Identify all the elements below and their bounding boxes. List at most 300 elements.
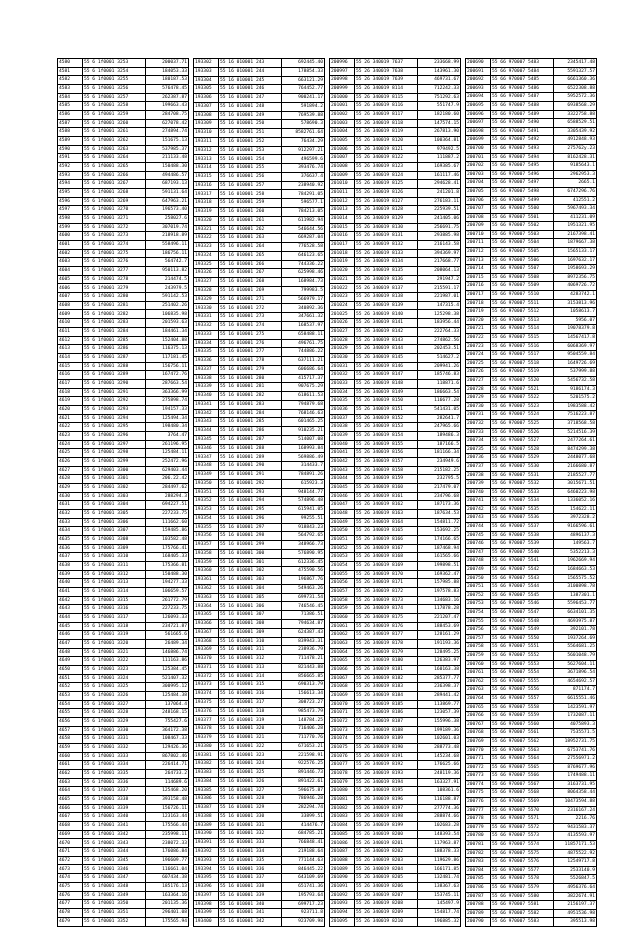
- amount: 248168.15: [146, 709, 189, 718]
- row-number: 201054: [330, 561, 355, 570]
- row-number: 4589: [58, 137, 83, 146]
- account-number: 55 6 1f0001 3316: [83, 605, 146, 614]
- amount: 232795.5: [418, 475, 461, 484]
- row-number: 4621: [58, 414, 83, 423]
- row-number: 201029: [330, 345, 355, 354]
- amount: 169385.67: [418, 163, 461, 172]
- row-number: 193369: [194, 646, 219, 655]
- row-number: 193392: [194, 847, 219, 856]
- row-number: 200739: [466, 480, 491, 489]
- row-number: 200997: [330, 67, 355, 76]
- amount: 217668.77: [418, 258, 461, 267]
- table-row: [330, 605, 461, 614]
- table-row: [194, 698, 325, 707]
- row-number: 4626: [58, 457, 83, 466]
- amount: 2156197.37: [554, 901, 597, 910]
- account-number: 55 26 340019 8169: [355, 561, 418, 570]
- row-number: 4601: [58, 241, 83, 250]
- account-number: 55 66 970007 5543: [491, 574, 554, 583]
- table-row: [194, 357, 325, 366]
- table-row: [58, 657, 189, 666]
- row-number: 201088: [330, 856, 355, 865]
- amount: 202453.51: [418, 345, 461, 354]
- row-number: 201015: [330, 223, 355, 232]
- amount: 394369.97: [418, 249, 461, 258]
- amount: 821443.88: [282, 663, 325, 672]
- amount: 2962953.3: [554, 170, 597, 179]
- table-row: [466, 153, 597, 162]
- row-number: 200778: [466, 815, 491, 824]
- account-number: 55 6 1f0001 3289: [83, 371, 146, 380]
- table-row: [466, 480, 597, 489]
- account-number: 55 66 970007 5531: [491, 471, 554, 480]
- amount: 153692.25: [418, 527, 461, 536]
- row-number: 4662: [58, 770, 83, 779]
- row-number: 200704: [466, 179, 491, 188]
- account-number: 55 26 340019 8168: [355, 553, 418, 562]
- account-number: 55 66 970007 5520: [491, 376, 554, 385]
- row-number: 200760: [466, 660, 491, 669]
- account-number: 55 16 010001 293: [219, 488, 282, 497]
- account-number: 55 6 1f0001 3347: [83, 874, 146, 883]
- amount: 168993.84: [282, 444, 325, 453]
- table-row: [58, 189, 189, 198]
- amount: 138367.63: [418, 882, 461, 891]
- row-number: 200727: [466, 376, 491, 385]
- account-number: 55 16 010001 340: [219, 900, 282, 909]
- table-row: [466, 334, 597, 343]
- amount: 219188.64: [282, 847, 325, 856]
- account-number: 55 16 010001 337: [219, 874, 282, 883]
- amount: 168537.97: [282, 321, 325, 330]
- amount: 624387.43: [282, 628, 325, 637]
- table-row: [466, 394, 597, 403]
- amount: 514627.2: [418, 353, 461, 362]
- account-number: 55 26 340019 8206: [355, 882, 418, 891]
- amount: 197578.83: [418, 587, 461, 596]
- table-row: [466, 729, 597, 738]
- account-number: 55 26 340019 8183: [355, 683, 418, 692]
- table-row: [58, 336, 189, 345]
- account-number: 55 66 970007 5512: [491, 308, 554, 317]
- row-number: 193344: [194, 427, 219, 436]
- account-number: 55 16 010001 256: [219, 172, 282, 181]
- table-row: [58, 379, 189, 388]
- amount: 285377.77: [418, 674, 461, 683]
- amount: 494486.57: [146, 171, 189, 180]
- amount: 768146.63: [282, 409, 325, 418]
- amount: 412551.2: [554, 196, 597, 205]
- table-row: [58, 622, 189, 631]
- account-number: 55 6 1f0001 3309: [83, 544, 146, 553]
- row-number: 200752: [466, 591, 491, 600]
- table-row: [194, 786, 325, 795]
- table-row: [466, 892, 597, 901]
- row-number: 201066: [330, 666, 355, 675]
- table-row: [330, 839, 461, 848]
- row-number: 193370: [194, 655, 219, 664]
- amount: 288773.48: [418, 744, 461, 753]
- account-number: 55 16 010001 291: [219, 470, 282, 479]
- row-number: 201079: [330, 778, 355, 787]
- amount: 143961.30: [418, 67, 461, 76]
- table-row: [58, 640, 189, 649]
- account-number: 55 16 010001 311: [219, 646, 282, 655]
- row-number: 200732: [466, 419, 491, 428]
- account-number: 55 26 340019 8165: [355, 527, 418, 536]
- account-number: 55 26 340019 8204: [355, 865, 418, 874]
- amount: 125384.45: [146, 666, 189, 675]
- row-number: 200700: [466, 144, 491, 153]
- amount: 6634101.35: [554, 609, 597, 618]
- amount: 651741.36: [282, 882, 325, 891]
- table-row: [466, 256, 597, 265]
- amount: 10473594.88: [554, 798, 597, 807]
- account-number: 55 6 1f0001 3322: [83, 657, 146, 666]
- account-number: 55 16 010001 309: [219, 628, 282, 637]
- table-row: [330, 371, 461, 380]
- table-row: [466, 488, 597, 497]
- amount: 155996.38: [418, 718, 461, 727]
- row-number: 4649: [58, 657, 83, 666]
- amount: 5526847.5: [554, 875, 597, 884]
- table-row: [466, 454, 597, 463]
- row-number: 193325: [194, 260, 219, 269]
- row-number: 193348: [194, 462, 219, 471]
- account-number: 55 6 1f0001 3327: [83, 700, 146, 709]
- amount: 199189.36: [418, 726, 461, 735]
- amount: 537985.37: [146, 145, 189, 154]
- table-row: [330, 336, 461, 345]
- amount: 289441.42: [418, 692, 461, 701]
- amount: 643109.69: [282, 874, 325, 883]
- account-number: 55 26 340019 8177: [355, 631, 418, 640]
- amount: 196573.40: [146, 206, 189, 215]
- table-row: [194, 208, 325, 217]
- table-row: [194, 243, 325, 252]
- table-row: [194, 628, 325, 637]
- account-number: 55 26 340019 8130: [355, 223, 418, 232]
- row-number: 193350: [194, 479, 219, 488]
- row-number: 4584: [58, 93, 83, 102]
- table-row: [58, 483, 189, 492]
- account-number: 55 6 1f0001 3303: [83, 492, 146, 501]
- table-row: [58, 128, 189, 137]
- table-row: [466, 471, 597, 480]
- account-number: 55 6 1f0001 3325: [83, 683, 146, 692]
- row-number: 4594: [58, 180, 83, 189]
- row-number: 193341: [194, 400, 219, 409]
- row-number: 201028: [330, 336, 355, 345]
- table-row: [58, 527, 189, 536]
- row-number: 201013: [330, 206, 355, 215]
- table-row: [194, 549, 325, 558]
- amount: 839943.31: [282, 637, 325, 646]
- row-number: 201045: [330, 483, 355, 492]
- account-number: 55 66 970007 5510: [491, 291, 554, 300]
- amount: 189486.3: [418, 431, 461, 440]
- account-table-4: [465, 58, 597, 927]
- amount: 6522308.88: [554, 84, 597, 93]
- amount: 129426.36: [146, 744, 189, 753]
- amount: 576478.45: [146, 85, 189, 94]
- table-row: [466, 291, 597, 300]
- account-number: 55 26 340019 8189: [355, 735, 418, 744]
- row-number: 200705: [466, 187, 491, 196]
- row-number: 4675: [58, 882, 83, 891]
- amount: 103582.48: [146, 535, 189, 544]
- account-number: 55 6 1f0001 3280: [83, 293, 146, 302]
- account-number: 55 6 1f0001 3321: [83, 648, 146, 657]
- account-number: 55 66 970007 5578: [491, 875, 554, 884]
- account-number: 55 66 970007 5488: [491, 101, 554, 110]
- amount: 123163.44: [146, 813, 189, 822]
- account-number: 55 26 340019 8135: [355, 267, 418, 276]
- table-row: [466, 127, 597, 136]
- row-number: 193331: [194, 313, 219, 322]
- account-number: 55 66 970007 5497: [491, 179, 554, 188]
- account-number: 55 26 340019 8160: [355, 483, 418, 492]
- account-number: 55 16 010001 342: [219, 918, 282, 927]
- account-number: 55 6 1f0001 3286: [83, 345, 146, 354]
- row-number: 4595: [58, 189, 83, 198]
- row-number: 4619: [58, 397, 83, 406]
- amount: 276183.11: [418, 197, 461, 206]
- row-number: 4603: [58, 258, 83, 267]
- row-number: 4623: [58, 431, 83, 440]
- account-number: 55 16 010001 261: [219, 216, 282, 225]
- account-number: 55 16 010001 246: [219, 85, 282, 94]
- amount: 196867.76: [282, 576, 325, 585]
- row-number: 193310: [194, 129, 219, 138]
- amount: 27556971.2: [554, 755, 597, 764]
- table-row: [194, 637, 325, 646]
- row-number: 201008: [330, 163, 355, 172]
- account-number: 55 26 340019 8161: [355, 492, 418, 501]
- table-row: [330, 59, 461, 68]
- table-row: [466, 187, 597, 196]
- row-number: 193365: [194, 611, 219, 620]
- row-number: 201041: [330, 449, 355, 458]
- amount: 168405.33: [146, 553, 189, 562]
- table-row: [194, 909, 325, 918]
- row-number: 193384: [194, 777, 219, 786]
- account-number: 55 26 340019 8193: [355, 770, 418, 779]
- table-row: [58, 882, 189, 891]
- row-number: 200736: [466, 454, 491, 463]
- account-number: 55 26 340019 8185: [355, 700, 418, 709]
- account-number: 55 6 1f0001 3253: [83, 59, 146, 68]
- table-row: [194, 716, 325, 725]
- table-row: [466, 273, 597, 282]
- account-number: 55 16 010001 332: [219, 830, 282, 839]
- account-number: 55 6 1f0001 3308: [83, 535, 146, 544]
- row-number: 201072: [330, 718, 355, 727]
- amount: 7535571.5: [554, 729, 597, 738]
- row-number: 200731: [466, 411, 491, 420]
- row-number: 4596: [58, 197, 83, 206]
- account-number: 55 6 1f0001 3352: [83, 917, 146, 926]
- account-number: 55 6 1f0001 3264: [83, 154, 146, 163]
- amount: 918843.23: [282, 523, 325, 532]
- table-row: [330, 666, 461, 675]
- table-row: [466, 660, 597, 669]
- row-number: 4643: [58, 605, 83, 614]
- amount: 150488.30: [146, 570, 189, 579]
- account-number: 55 66 970007 5548: [491, 617, 554, 626]
- account-number: 55 26 340019 8203: [355, 856, 418, 865]
- table-row: [466, 514, 597, 523]
- amount: 1423591.97: [554, 703, 597, 712]
- row-number: 4590: [58, 145, 83, 154]
- row-number: 201035: [330, 397, 355, 406]
- account-number: 55 66 970007 5557: [491, 694, 554, 703]
- account-number: 55 26 340019 8171: [355, 579, 418, 588]
- row-number: 201003: [330, 119, 355, 128]
- amount: 208064.13: [418, 267, 461, 276]
- row-number: 193312: [194, 146, 219, 155]
- table-row: [466, 600, 597, 609]
- amount: 2166680.87: [554, 462, 597, 471]
- row-number: 4617: [58, 379, 83, 388]
- table-row: [330, 527, 461, 536]
- account-number: 55 66 970007 5515: [491, 334, 554, 343]
- account-number: 55 6 1f0001 3318: [83, 622, 146, 631]
- table-row: [466, 789, 597, 798]
- row-number: 4678: [58, 908, 83, 917]
- table-row: [330, 128, 461, 137]
- account-number: 55 66 970007 5546: [491, 600, 554, 609]
- account-number: 55 66 970007 5521: [491, 385, 554, 394]
- row-number: 200758: [466, 643, 491, 652]
- amount: 611982.94: [282, 216, 325, 225]
- row-number: 200741: [466, 497, 491, 506]
- row-number: 4604: [58, 267, 83, 276]
- row-number: 200786: [466, 884, 491, 893]
- account-number: 55 16 010001 269: [219, 286, 282, 295]
- row-number: 193362: [194, 584, 219, 593]
- table-row: [466, 402, 597, 411]
- account-number: 55 6 1f0001 3315: [83, 596, 146, 605]
- row-number: 4634: [58, 527, 83, 536]
- account-number: 55 16 010001 300: [219, 549, 282, 558]
- account-number: 55 6 1f0001 3306: [83, 518, 146, 527]
- amount: 8769677.96: [554, 763, 597, 772]
- amount: 194157.33: [146, 405, 189, 414]
- table-row: [330, 579, 461, 588]
- table-row: [466, 626, 597, 635]
- row-number: 200748: [466, 557, 491, 566]
- table-row: [58, 249, 189, 258]
- amount: 76434.29: [282, 137, 325, 146]
- account-number: 55 26 340019 8181: [355, 666, 418, 675]
- account-number: 55 6 1f0001 3292: [83, 397, 146, 406]
- table-row: [330, 258, 461, 267]
- amount: 183956.44: [418, 319, 461, 328]
- account-number: 55 26 340019 8175: [355, 614, 418, 623]
- table-row: [194, 435, 325, 444]
- row-number: 200730: [466, 402, 491, 411]
- table-row: [58, 267, 189, 276]
- amount: 9186174.3: [554, 385, 597, 394]
- account-number: 55 26 340019 8184: [355, 692, 418, 701]
- table-row: [466, 222, 597, 231]
- table-row: [194, 321, 325, 330]
- amount: 923711.8: [282, 909, 325, 918]
- amount: 2185527.77: [554, 471, 597, 480]
- row-number: 4663: [58, 778, 83, 787]
- table-row: [58, 388, 189, 397]
- amount: 187634.53: [418, 509, 461, 518]
- amount: 123057.39: [418, 709, 461, 718]
- account-number: 55 6 1f0001 3271: [83, 215, 146, 224]
- table-row: [466, 634, 597, 643]
- account-number: 55 6 1f0001 3340: [83, 813, 146, 822]
- amount: 185176.13: [146, 882, 189, 891]
- table-row: [330, 501, 461, 510]
- row-number: 193351: [194, 488, 219, 497]
- amount: 2216.76: [554, 815, 597, 824]
- amount: 274894.74: [146, 128, 189, 137]
- account-number: 55 26 340019 8124: [355, 171, 418, 180]
- amount: 184461.34: [146, 327, 189, 336]
- table-row: [466, 196, 597, 205]
- amount: 126383.97: [418, 657, 461, 666]
- amount: 6068369.97: [554, 342, 597, 351]
- row-number: 201039: [330, 431, 355, 440]
- account-number: 55 16 010001 244: [219, 67, 282, 76]
- table-row: [58, 475, 189, 484]
- row-number: 4645: [58, 622, 83, 631]
- account-number: 55 26 340019 8194: [355, 778, 418, 787]
- account-number: 55 16 010001 304: [219, 584, 282, 593]
- account-number: 55 6 1f0001 3304: [83, 501, 146, 510]
- amount: 578690.3: [282, 120, 325, 129]
- table-row: [330, 917, 461, 926]
- amount: 11857171.53: [554, 841, 597, 850]
- amount: 3163731.95: [554, 780, 597, 789]
- account-number: 55 26 340019 8198: [355, 813, 418, 822]
- row-number: 4608: [58, 301, 83, 310]
- amount: 99255.51: [282, 514, 325, 523]
- amount: 151675.13: [146, 137, 189, 146]
- table-row: [330, 293, 461, 302]
- row-number: 193314: [194, 164, 219, 173]
- row-number: 201031: [330, 362, 355, 371]
- account-number: 55 6 1f0001 3336: [83, 778, 146, 787]
- account-number: 55 66 970007 5519: [491, 368, 554, 377]
- amount: 776528.58: [282, 243, 325, 252]
- amount: 111887.2: [418, 154, 461, 163]
- row-number: 200789: [466, 909, 491, 918]
- table-row: [466, 351, 597, 360]
- row-number: 193354: [194, 514, 219, 523]
- amount: 4283742.1: [554, 291, 597, 300]
- amount: 161565.66: [418, 553, 461, 562]
- account-number: 55 16 010001 271: [219, 295, 282, 304]
- account-number: 55 6 1f0001 3293: [83, 405, 146, 414]
- row-number: 193304: [194, 76, 219, 85]
- account-number: 55 6 1f0001 3261: [83, 128, 146, 137]
- table-row: [194, 646, 325, 655]
- account-number: 55 66 970007 5491: [491, 127, 554, 136]
- table-row: [58, 319, 189, 328]
- table-row: [330, 457, 461, 466]
- amount: 106659.57: [146, 587, 189, 596]
- table-row: [330, 475, 461, 484]
- table-row: [330, 778, 461, 787]
- account-number: 55 26 340019 8170: [355, 570, 418, 579]
